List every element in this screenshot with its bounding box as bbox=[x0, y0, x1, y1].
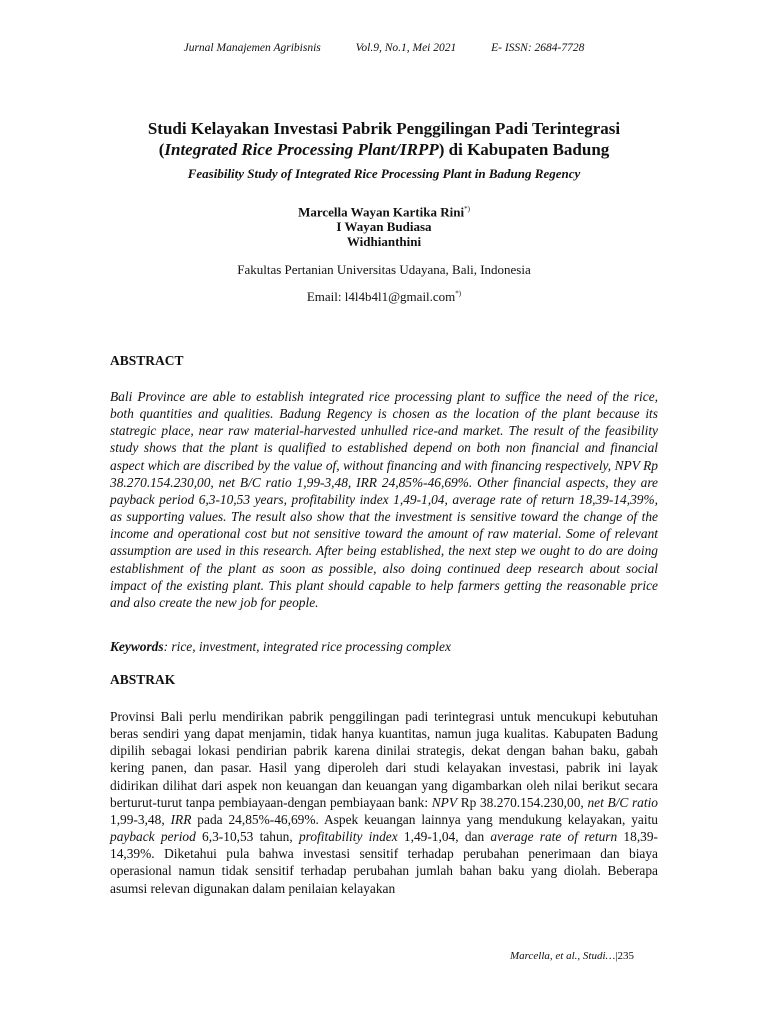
term-irr: IRR bbox=[170, 811, 192, 827]
journal-volume: Vol.9, No.1, Mei 2021 bbox=[355, 42, 457, 54]
page-footer bbox=[510, 950, 634, 962]
term-pi: profitability index bbox=[298, 829, 398, 845]
abstract-heading: ABSTRACT bbox=[110, 353, 184, 368]
abstrak-text: Provinsi Bali perlu mendirikan pabrik penggilingan padi terintegrasi untuk mencukupi kebutuhan beras sendiri yang dapat menjamin, tidak hanya kuantitas, namun juga kualitas. Kabupaten Badung dipilih sebagai lokasi pendirian pabrik karena dinilai strategis, dekat dengan bahan baku, gabah kering panen, dan pasar. Hasil yang diperoleh dari studi kelayakan investasi, pabrik ini layak didirikan dilihat dari aspek non keuangan dan keuangan yang digambarkan oleh nilai berikut secara berturut-turut tanpa pembiayaan-dengan pembiayaan bank: bbox=[110, 709, 658, 810]
footer-short-title: Studi bbox=[582, 950, 606, 962]
author-list bbox=[60, 202, 708, 249]
journal-name: Jurnal Manajemen Agribisnis bbox=[183, 42, 321, 54]
term-arr: average rate of return bbox=[490, 829, 618, 845]
author-1-name: Marcella Wayan Kartika Rini bbox=[298, 204, 465, 220]
author-1 bbox=[60, 202, 708, 219]
author-1-mark: *) bbox=[464, 205, 470, 213]
paper-title bbox=[60, 118, 708, 160]
footer-author: Marcella, et al., bbox=[510, 950, 583, 962]
abstrak-text: 1,49-1,04, dan bbox=[397, 829, 491, 845]
term-bcr: net B/C ratio bbox=[587, 794, 659, 810]
abstrak-text: 6,3-10,53 tahun, bbox=[195, 829, 299, 845]
email-text: Email: l4l4b4l1@gmail.com bbox=[306, 289, 456, 304]
title-line-2 bbox=[60, 139, 708, 160]
footer-ellipsis: … bbox=[605, 950, 616, 962]
author-2: I Wayan Budiasa bbox=[336, 219, 432, 235]
abstrak-heading: ABSTRAK bbox=[110, 672, 176, 687]
term-npv: NPV bbox=[431, 794, 458, 810]
term-payback: payback period bbox=[110, 829, 196, 845]
abstrak-text: 18,39-14,39%. Diketahui pula bahwa investasi sensitif terhadap perubahan penerimaan dan biaya operasional namun tidak sensitif terhadap perubahan jumlah bahan baku yang diolah. Beberapa asumsi relevan digunakan dalam penilaian kelayakan bbox=[110, 829, 659, 896]
title-italic: Integrated Rice Processing Plant/IRPP bbox=[164, 140, 439, 159]
journal-issn: E- ISSN: 2684-7728 bbox=[491, 42, 585, 54]
abstract-body: Bali Province are able to establish integrated rice processing plant to suffice the need of the rice, both quantities and qualities. Badung Regency is chosen as the location of the plant because its statregic place, near raw material-harvested unhulled rice-and market. The result of the feasibility study shows that the plant is qualified to established depend on both non financial and financial aspect which are discribed by the value of, without financing and with financing respectively, NPV Rp 38.270.154.230,00, net B/C ratio 1,99-3,48, IRR 24,85%-46,69%. Other financial aspects, they are payback period 6,3-10,53 years, profitability index 1,49-1,04, average rate of return 18,39-14,39%, as supporting values. The result also show that the investment is sensitive toward the change of the income and operational cost but not sensitive toward the amount of raw material. Some of relevant assumption are used in this research. After being established, the next step we ought to do are doing establishment of the plant as soon as possible, also doing continued deep research about social impact of the existing plant. This plant should capable to help farmers getting the reasonable price and also create the new job for people. bbox=[110, 389, 658, 610]
abstrak-text: pada 24,85%-46,69%. Aspek keuangan lainnya yang mendukung kelayakan, yaitu bbox=[191, 811, 658, 827]
email-mark: *) bbox=[455, 289, 462, 298]
running-header bbox=[0, 42, 768, 54]
author-3: Widhianthini bbox=[346, 234, 422, 250]
abstrak-body bbox=[110, 708, 658, 897]
affiliation: Fakultas Pertanian Universitas Udayana, Bali, Indonesia bbox=[237, 262, 531, 277]
keywords-text: : rice, investment, integrated rice processing complex bbox=[163, 639, 451, 654]
keywords-label: Keywords bbox=[110, 639, 164, 654]
title-line-1: Studi Kelayakan Investasi Pabrik Penggilingan Padi Terintegrasi bbox=[147, 119, 621, 138]
page-number: |235 bbox=[615, 950, 635, 962]
title-paren: ( bbox=[158, 140, 165, 159]
email-line bbox=[60, 289, 708, 305]
title-rest: ) di Kabupaten Badung bbox=[438, 140, 610, 159]
abstrak-text: Rp 38.270.154.230,00, bbox=[457, 794, 588, 810]
paper-subtitle: Feasibility Study of Integrated Rice Processing Plant in Badung Regency bbox=[187, 166, 581, 181]
keywords-line bbox=[110, 639, 658, 655]
abstrak-text: 1,99-3,48, bbox=[110, 811, 171, 827]
